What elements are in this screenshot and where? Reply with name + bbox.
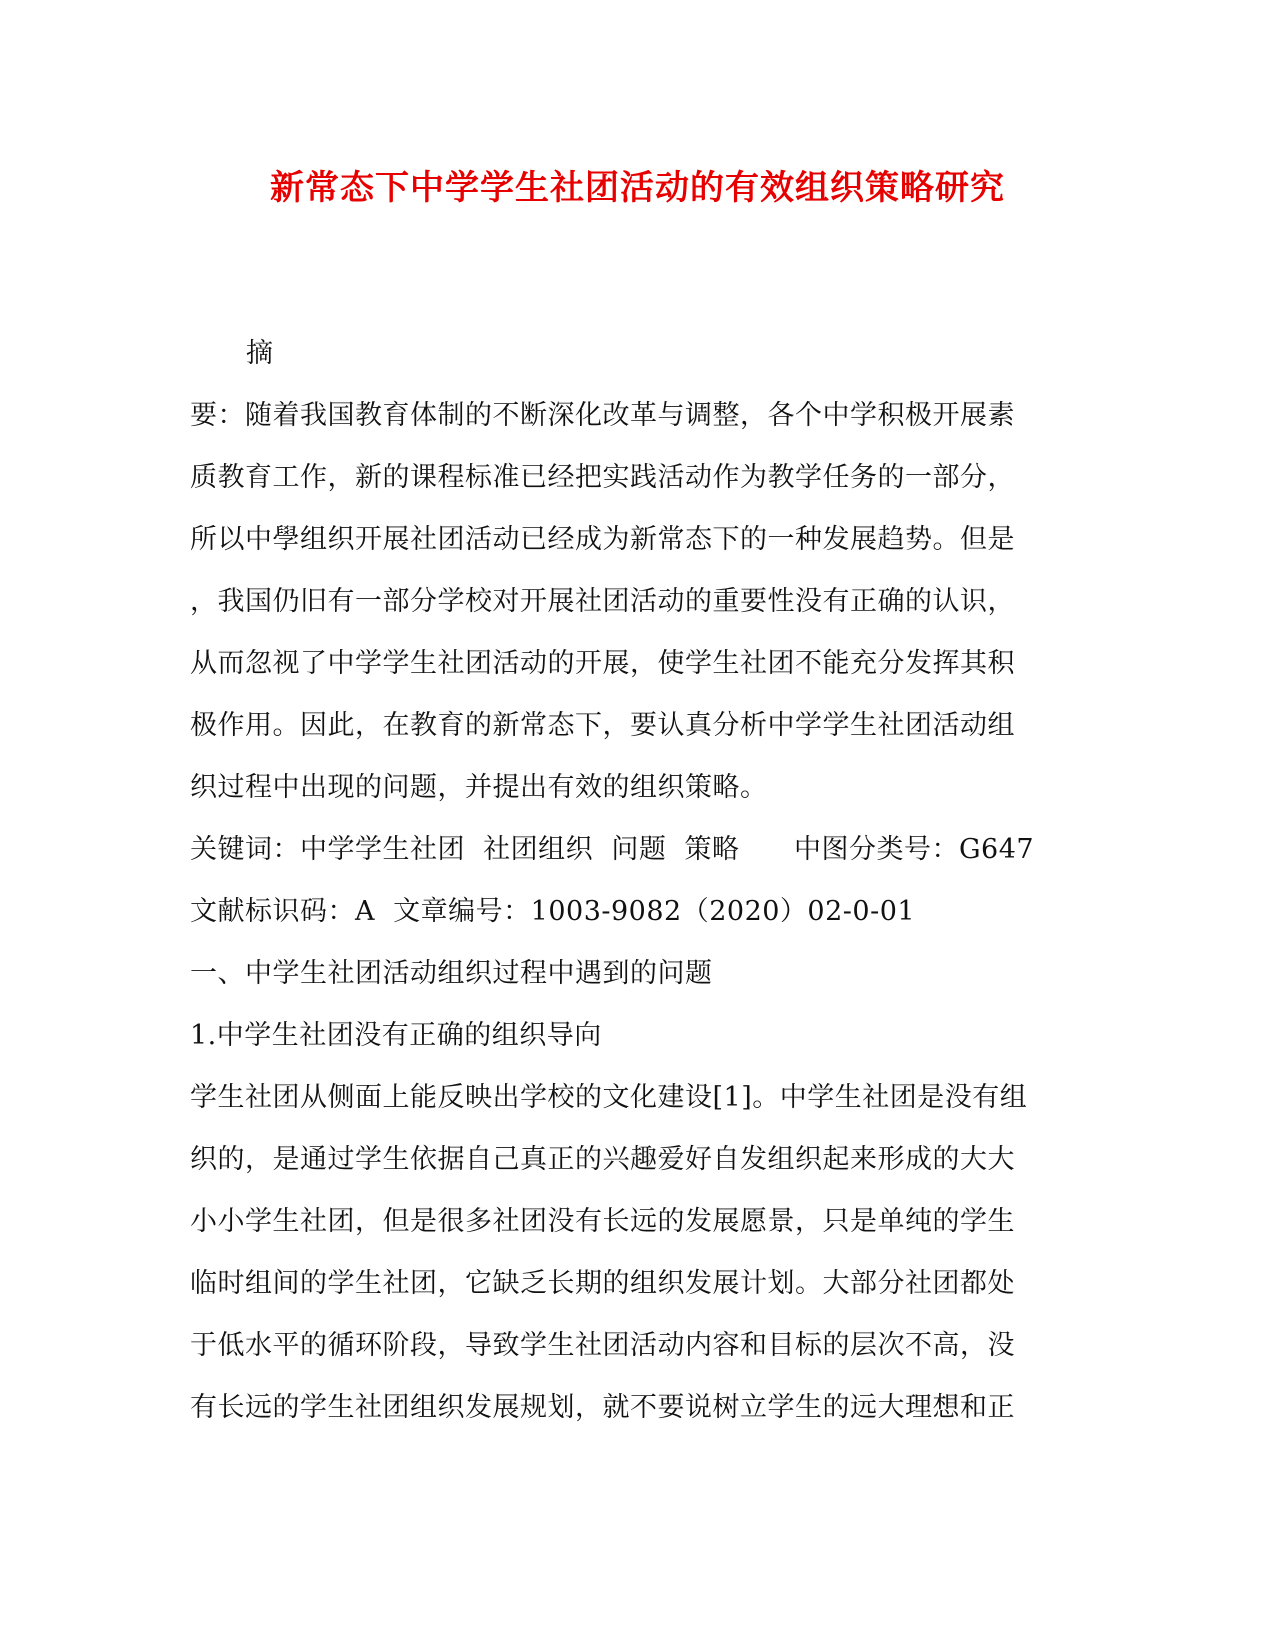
section-heading-1: 一、中学生社团活动组织过程中遇到的问题: [190, 958, 713, 989]
subsection-heading-1: 1.中学生社团没有正确的组织导向: [190, 1020, 602, 1051]
abstract-label-line: 摘: [246, 338, 274, 369]
abstract-line-3: 所以中學组织开展社团活动已经成为新常态下的一种发展趋势。但是: [190, 524, 1015, 555]
body-line-5: 于低水平的循环阶段，导致学生社团活动内容和目标的层次不高，没: [190, 1330, 1015, 1361]
abstract-line-6: 极作用。因此，在教育的新常态下，要认真分析中学学生社团活动组: [190, 710, 1015, 741]
abstract-line-4: ，我国仍旧有一部分学校对开展社团活动的重要性没有正确的认识，: [190, 586, 1015, 617]
abstract-line-2: 质教育工作，新的课程标准已经把实践活动作为教学任务的一部分，: [190, 462, 1015, 493]
document-title: 新常态下中学学生社团活动的有效组织策略研究: [270, 168, 1005, 208]
body-line-6: 有长远的学生社团组织发展规划，就不要说树立学生的远大理想和正: [190, 1392, 1015, 1423]
body-line-2: 织的，是通过学生依据自己真正的兴趣爱好自发组织起来形成的大大: [190, 1144, 1015, 1175]
body-line-4: 临时组间的学生社团，它缺乏长期的组织发展计划。大部分社团都处: [190, 1268, 1015, 1299]
body-line-3: 小小学生社团，但是很多社团没有长远的发展愿景，只是单纯的学生: [190, 1206, 1015, 1237]
document-id-line: 文献标识码：A 文章编号：1003-9082（2020）02-0-01: [190, 896, 916, 927]
abstract-line-5: 从而忽视了中学学生社团活动的开展，使学生社团不能充分发挥其积: [190, 648, 1015, 679]
keywords-line: 关键词：中学学生社团 社团组织 问题 策略 中图分类号：G647: [190, 834, 1035, 865]
body-line-1: 学生社团从侧面上能反映出学校的文化建设[1]。中学生社团是没有组: [190, 1082, 1028, 1113]
abstract-line-7: 织过程中出现的问题，并提出有效的组织策略。: [190, 772, 768, 803]
abstract-line-1: 要：随着我国教育体制的不断深化改革与调整，各个中学积极开展素: [190, 400, 1015, 431]
